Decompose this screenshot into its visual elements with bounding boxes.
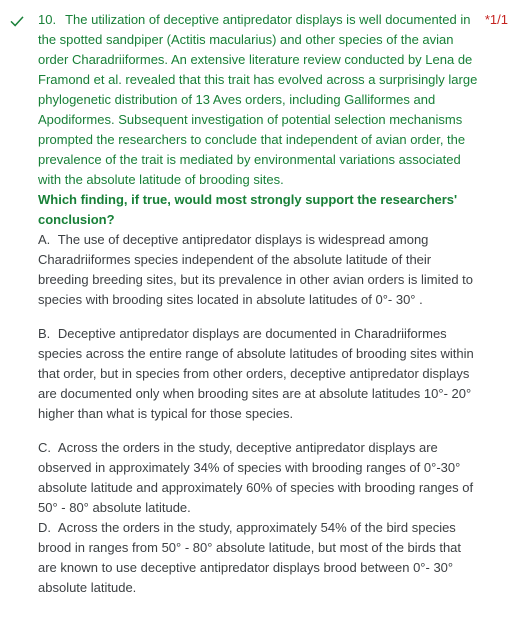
answer-option-b[interactable] xyxy=(38,324,478,424)
question-number: 10. xyxy=(38,12,57,27)
answer-option-c[interactable] xyxy=(38,438,478,518)
question-prompt: Which finding, if true, would most strongly support the researchers' conclusion? xyxy=(38,192,458,227)
answer-option-d[interactable] xyxy=(38,518,478,598)
question-stem-text: The utilization of deceptive antipredator displays is well documented in the spotted sandpiper (Actitis macularius) and other species of the avian order Charadriiformes. An extensive literature review conducted by Lena de Framond et al. revealed that this trait has evolved across a surprisingly large phylogenetic distribution of 13 Aves orders, including Galliformes and Apodiformes. Subsequent investigation of potential selection mechanisms prompted the researchers to conclude that independent of avian order, the prevalence of the trait is mediated by environmental variations associated with the absolute latitude of brooding sites. xyxy=(38,12,478,187)
option-letter: B. xyxy=(38,326,51,341)
score-badge: *1/1 xyxy=(484,12,508,27)
option-letter: C. xyxy=(38,440,51,455)
option-text: Deceptive antipredator displays are documented in Charadriiformes species across the entire range of absolute latitudes of brooding sites within that order, but in species from other orders, deceptive antipredator displays are documented only when brooding sites are at absolute latitudes 10°- 20° higher than what is typical for those species. xyxy=(38,326,474,421)
option-text: The use of deceptive antipredator displays is widespread among Charadriiformes species independent of the absolute latitude of their breeding breeding sites, but its prevalence in other avian orders is limited to species with brooding sites located in absolute latitudes of 0°- 30° . xyxy=(38,232,474,307)
answer-option-a[interactable] xyxy=(38,230,478,310)
checkmark-icon xyxy=(8,12,26,30)
option-text: Across the orders in the study, approximately 54% of the bird species brood in ranges from 50° - 80° absolute latitude, but most of the birds that are known to use deceptive antipredator displays brood between 0°- 30° absolute latitude. xyxy=(38,520,462,595)
option-letter: A. xyxy=(38,232,51,247)
option-text: Across the orders in the study, deceptive antipredator displays are observed in approximately 34% of species with brooding ranges of 0°-30° absolute latitude and approximately 60% of species with brooding ranges of 50° - 80° absolute latitude. xyxy=(38,440,474,515)
option-letter: D. xyxy=(38,520,51,535)
question-block xyxy=(38,10,478,598)
question-stem xyxy=(38,10,478,190)
